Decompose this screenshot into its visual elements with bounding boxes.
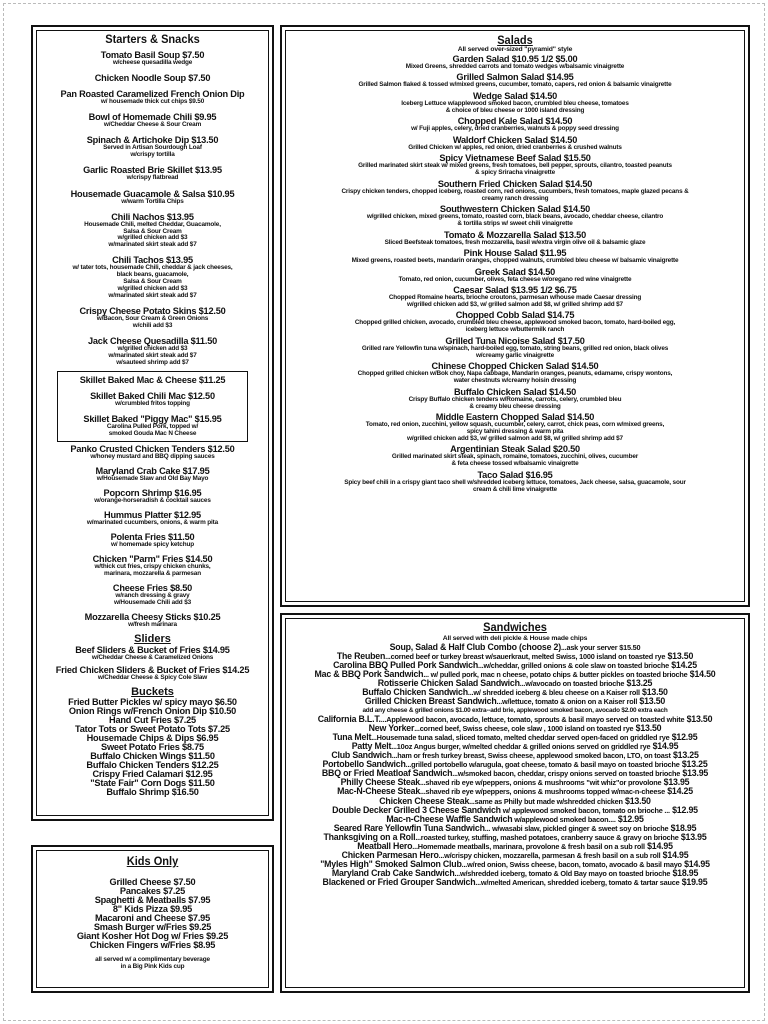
salad-name: Chopped Cobb Salad $14.75: [455, 310, 575, 321]
menu-item-desc: w/crumbled fritos topping: [115, 399, 190, 407]
bucket-item: Sweet Potato Fries $8.75: [101, 741, 204, 752]
sandwich-name: Maryland Crab Cake Sandwich: [331, 868, 455, 879]
menu-item-desc: w/honey mustard and BBQ dipping sauces: [90, 452, 215, 460]
sandwich-desc: ...w/avocado on toasted brioche: [519, 679, 625, 689]
sandwich-desc: ...w/lettuce, tomato & onion on a Kaiser roll: [496, 697, 638, 707]
salad-desc: Grilled Chicken w/ apples, red onion, dried cranberries & crushed walnuts: [408, 143, 622, 151]
sandwich-price: $14.95: [681, 859, 710, 870]
salad-desc: & tortilla strips w/ sweet chili vinaigrette: [457, 220, 573, 228]
sandwich-price: $12.95: [669, 731, 698, 742]
menu-item: [36, 50, 269, 67]
salad-desc: w/grilled chicken add $3, w/ grilled salmon add $8, w/ grilled shrimp add $7: [407, 300, 623, 308]
salad-item: [288, 470, 742, 494]
bucket-item: Buffalo Shrimp $16.50: [106, 786, 199, 797]
menu-item-name: Mozzarella Cheesy Sticks $10.25: [84, 612, 221, 623]
salad-desc: Tomato, red onion, zucchini, yellow squash, cucumber, celery, carrot, chick peas, corn w/mixed greens,: [365, 421, 665, 429]
sandwich-name: Seared Rare Yellowfin Tuna Sandwich: [333, 822, 485, 833]
menu-item-desc: w/Bacon, Sour Cream & Green Onions: [96, 315, 209, 323]
salad-name: Chopped Kale Salad $14.50: [457, 116, 573, 127]
sandwich-row: [286, 715, 744, 724]
menu-item-name: Pan Roasted Caramelized French Onion Dip: [60, 89, 245, 100]
sandwich-price: $13.50: [622, 795, 651, 806]
sandwich-desc: ...w/cheddar, grilled onions & cole slaw on toasted brioche: [478, 661, 669, 671]
menu-item-name: Beef Sliders & Bucket of Fries $14.95: [75, 645, 230, 655]
bucket-item: Housemade Chips & Dips $6.95: [86, 732, 219, 743]
menu-item-name: Hummus Platter $12.95: [104, 509, 201, 520]
menu-item: [36, 554, 269, 578]
starters-list-2: [36, 444, 269, 629]
kids-item: Smash Burger w/Fries $9.25: [93, 922, 212, 932]
sandwich-row: [286, 806, 744, 815]
starters-column: [36, 32, 269, 797]
salad-item: [288, 72, 742, 89]
salad-name: Southern Fried Chicken Salad $14.50: [437, 178, 593, 189]
salad-desc: Mixed Greens, shredded carrots and tomato wedges w/balsamic vinaigrette: [405, 62, 625, 70]
sandwich-price: $14.25: [664, 786, 693, 797]
salad-desc: Sliced Beefsteak tomatoes, fresh mozzarella, basil w/extra virgin olive oil & balsamic glaze: [384, 238, 646, 246]
menu-item-desc: w/Housemade Chili add $3: [113, 599, 191, 606]
sandwich-name: Mac-N-Cheese Steak: [337, 786, 421, 797]
sandwich-name: New Yorker: [368, 722, 415, 733]
salad-item: [288, 230, 742, 247]
kids-title: Kids Only: [126, 854, 179, 868]
kids-item: Grilled Cheese $7.50: [109, 877, 196, 887]
salad-desc: iceberg lettuce w/buttermilk ranch: [465, 326, 565, 334]
salad-item: [288, 179, 742, 203]
menu-item-desc: w/fresh marinara: [128, 621, 177, 629]
menu-item: [36, 583, 269, 607]
sandwich-row: [286, 679, 744, 688]
salad-item: [288, 91, 742, 115]
sandwich-price: $13.95: [661, 777, 690, 788]
menu-item: [36, 306, 269, 330]
sandwich-price: $13.50: [637, 696, 666, 707]
bucket-item: Hand Cut Fries $7.25: [109, 714, 196, 725]
sandwiches-title: Sandwiches: [483, 620, 547, 634]
sandwich-name: The Reuben: [336, 651, 386, 661]
salad-desc: & choice of bleu cheese or 1000 island dressing: [445, 106, 585, 114]
menu-item-name: Crispy Cheese Potato Skins $12.50: [79, 306, 226, 317]
kids-list: [36, 878, 269, 950]
sandwich-row: [286, 697, 744, 706]
salad-name: Chinese Chopped Chicken Salad $14.50: [431, 361, 599, 372]
sandwich-price: $13.50: [684, 713, 713, 724]
salad-name: Spicy Vietnamese Beef Salad $15.50: [439, 153, 591, 164]
menu-item-name: Polenta Fries $11.50: [110, 532, 195, 542]
menu-item: [36, 645, 269, 662]
salad-item: [288, 412, 742, 443]
menu-item: [36, 89, 269, 106]
salad-name: Garden Salad $10.95 1/2 $5.00: [452, 53, 578, 64]
menu-item-desc: w/grilled chicken add $3: [117, 345, 188, 353]
menu-item: [58, 414, 247, 438]
sandwich-price: $18.95: [668, 822, 697, 833]
sandwich-price: $12.95: [669, 804, 698, 815]
sandwich-price: $18.95: [670, 868, 699, 879]
sandwich-price: $12.95: [615, 813, 644, 824]
menu-item-desc: Served in Artisan Sourdough Loaf: [103, 144, 202, 152]
sandwich-row: [286, 787, 744, 796]
salad-desc: Spicy beef chili in a crispy giant taco shell w/shredded iceberg lettuce, tomatoes, Jack cheese, salsa, guacamole, sour: [344, 478, 686, 486]
salad-desc: Grilled Salmon flaked & tossed w/mixed greens, cucumber, tomato, capers, red onion & balsamic vinaigrette: [358, 81, 672, 89]
combo-desc: ...ask your server $15.50: [560, 642, 641, 652]
sandwich-desc: ... w/ pulled pork, mac n cheese, potato chips & butter pickles on toasted brioche: [423, 670, 688, 680]
sandwich-price: $14.25: [668, 660, 697, 671]
menu-item-desc: black beans, guacamole,: [116, 271, 189, 279]
menu-item-desc: Carolina Pulled Pork, topped w/: [106, 422, 199, 430]
sandwich-name: Chicken Cheese Steak: [379, 795, 470, 806]
menu-item-name: Popcorn Shrimp $16.95: [103, 487, 202, 498]
menu-item-name: Skillet Baked Mac & Cheese $11.25: [79, 374, 226, 385]
sandwich-desc: ...w/melted American, shredded iceberg, tomato & tartar sauce: [475, 878, 680, 888]
menu-item-name: Spinach & Artichoke Dip $13.50: [86, 135, 219, 146]
menu-item-desc: w/crispy tortilla: [130, 151, 175, 159]
sandwich-price: $19.95: [679, 877, 708, 888]
salads-title: Salads: [497, 33, 533, 47]
menu-item: [36, 212, 269, 250]
skillet-list: [58, 375, 247, 438]
sandwich-desc: ...Housemade tuna salad, sliced tomato, melted cheddar served open-faced on griddled rye: [371, 732, 670, 742]
salad-item: [288, 248, 742, 265]
menu-item: [58, 375, 247, 385]
sliders-title: Sliders: [134, 633, 171, 645]
salad-desc: spicy tahini dressing & warm pita: [466, 427, 564, 435]
salad-name: Grilled Tuna Nicoise Salad $17.50: [445, 335, 585, 346]
menu-item: [36, 510, 269, 527]
sandwich-name: Double Decker Grilled 3 Cheese Sandwich: [332, 804, 501, 815]
sandwich-desc: ...w/ shredded iceberg & bleu cheese on a Kaiser roll: [467, 688, 640, 698]
salad-item: [288, 285, 742, 309]
bucket-item: Crispy Fried Calamari $12.95: [92, 768, 213, 779]
salad-item: [288, 267, 742, 284]
menu-item-name: Cheese Fries $8.50: [112, 583, 193, 594]
salad-desc: w/ Fuji apples, celery, dried cranberries, walnuts & poppy seed dressing: [411, 125, 619, 133]
salad-desc: Crispy chicken tenders, chopped iceberg, roasted corn, red onions, cucumbers, fresh tomatoes, maple glazed pecans &: [341, 187, 689, 195]
salad-name: Wedge Salad $14.50: [472, 90, 558, 101]
menu-item-desc: w/marinated skirt steak add $7: [108, 292, 197, 300]
sandwich-name: Thanksgiving on a Roll: [323, 831, 416, 842]
starters-section: [31, 25, 274, 821]
menu-item: [36, 112, 269, 129]
menu-item: [36, 665, 269, 682]
sandwich-name: Chicken Parmesan Hero: [341, 850, 439, 861]
salad-desc: & creamy bleu cheese dressing: [469, 402, 561, 410]
salad-name: Tomato & Mozzarella Salad $13.50: [443, 229, 586, 240]
menu-item-desc: w/ranch dressing & gravy: [115, 592, 190, 600]
menu-item-name: Chili Tachos $13.95: [112, 255, 193, 266]
menu-item: [36, 488, 269, 505]
salads-intro: All served over-sized "pyramid" style: [457, 46, 573, 53]
menu-item-desc: w/Housemade Slaw and Old Bay Mayo: [96, 474, 209, 482]
menu-item-name: Chicken "Parm" Fries $14.50: [92, 554, 213, 565]
sandwich-desc: w/ applewood smoked bacon, tomato on brioche ...: [500, 805, 670, 815]
kids-section: [31, 845, 274, 993]
salad-desc: Crispy Buffalo chicken tenders w/Romaine, carrots, celery, crumbled bleu: [408, 395, 622, 403]
kids-item: Chicken Fingers w/Fries $8.95: [89, 940, 216, 950]
sandwich-desc: ...10oz Angus burger, w/melted cheddar & grilled onions served on griddled rye: [391, 741, 651, 751]
menu-item-desc: w/ housemade thick cut chips $9.50: [100, 98, 205, 106]
sandwich-desc: ...shaved rib eye w/peppers, onions & mushrooms "wit whiz"or provolone: [419, 778, 662, 788]
sliders-list: [36, 645, 269, 682]
kids-item: 8" Kids Pizza $9.95: [112, 904, 193, 914]
kids-item: Pancakes $7.25: [119, 886, 186, 896]
salad-desc: w/creamy garlic vinaigrette: [475, 351, 554, 359]
menu-item-desc: w/ homemade spicy ketchup: [111, 541, 194, 548]
salad-name: Waldorf Chicken Salad $14.50: [452, 134, 578, 145]
combo-name: Soup, Salad & Half Club Combo (choose 2): [389, 641, 561, 652]
sandwich-desc: ...w/shredded iceberg, tomato & Old Bay mayo on toasted brioche: [454, 869, 671, 879]
salads-section: [280, 25, 750, 607]
menu-item: [36, 189, 269, 206]
starters-title: Starters & Snacks: [105, 32, 200, 46]
sandwich-name: Patty Melt: [351, 740, 392, 751]
kids-item: Giant Kosher Hot Dog w/ Fries $9.25: [76, 931, 229, 941]
menu-item-name: Tomato Basil Soup $7.50: [100, 50, 205, 60]
sandwich-name: California B.L.T.: [317, 713, 381, 724]
menu-item: [58, 391, 247, 408]
skillet-box: [57, 371, 248, 442]
sandwich-desc: ...roasted turkey, stuffing, mashed potatoes, cranberry sauce & gravy on brioche: [415, 832, 679, 842]
buckets-list: [36, 698, 269, 797]
sandwich-name: Buffalo Chicken Sandwich: [362, 687, 468, 698]
sandwich-price: $14.95: [660, 850, 689, 861]
salad-desc: Chopped Romaine hearts, brioche croutons, parmesan w/house made Caesar dressing: [388, 294, 642, 302]
menu-item-desc: w/marinated skirt steak add $7: [108, 352, 197, 360]
salad-desc: Chopped grilled chicken, avocado, crumbled bleu cheese, applewood smoked bacon, tomato, hard-boiled egg,: [354, 319, 676, 327]
salad-desc: & feta cheese tossed w/balsamic vinaigrette: [451, 460, 579, 468]
sandwich-price: $13.25: [670, 750, 699, 761]
salad-desc: Grilled marinated skirt steak w/ mixed greens, fresh tomatoes, bell pepper, sprouts, cilantro, toasted peanuts: [358, 162, 672, 170]
sandwich-name: Club Sandwich: [331, 750, 392, 761]
bucket-item: "State Fair" Corn Dogs $11.50: [90, 777, 215, 788]
sandwich-desc: w/applewood smoked bacon....: [512, 814, 616, 824]
menu-item-name: Jack Cheese Quesadilla $11.50: [87, 336, 218, 347]
menu-item: [36, 255, 269, 300]
salad-desc: Grilled rare Yellowfin tuna w/spinach, hard-boiled egg, tomato, string beans, grilled red onion, black olives: [361, 344, 669, 352]
sandwich-price: $14.95: [650, 740, 679, 751]
salad-name: Pink House Salad $11.95: [463, 248, 567, 259]
sandwich-name: Blackened or Fried Grouper Sandwich: [322, 877, 476, 888]
sandwich-desc: ...same as Philly but made w/shredded chicken: [469, 796, 623, 806]
menu-item-desc: marinara, mozzarella & parmesan: [104, 570, 201, 577]
menu-item-desc: Housemade Chili, melted Cheddar, Guacamole,: [84, 220, 221, 228]
bucket-item: Fried Butter Pickles w/ spicy mayo $6.50: [68, 696, 237, 707]
menu-item-name: Fried Chicken Sliders & Bucket of Fries $14.25: [55, 664, 250, 675]
menu-item-name: Chili Nachos $13.95: [111, 211, 194, 222]
kids-note-line: all served w/ a complimentary beverage: [95, 956, 210, 963]
menu-item-desc: smoked Gouda Mac N Cheese: [108, 429, 197, 437]
menu-item-name: Bowl of Homemade Chili $9.95: [88, 112, 217, 123]
sandwich-desc: ...w/smoked bacon, cheddar, crispy onions served on toasted brioche: [452, 769, 681, 779]
salad-desc: cream & chili lime vinaigrette: [473, 485, 557, 493]
salad-name: Greek Salad $14.50: [474, 266, 556, 277]
bucket-item: Onion Rings w/French Onion Dip $10.50: [68, 705, 237, 716]
sandwich-desc: ...ham or fresh turkey breast, Swiss cheese, applewood smoked bacon, LTO, on toast: [391, 751, 671, 761]
kids-column: [36, 854, 269, 971]
menu-item-desc: w/Cheddar Cheese & Caramelized Onions: [91, 654, 214, 661]
sandwich-desc: add any cheese & grilled onions $1.00 extra--add brie, applewood smoked bacon, avocado $2.00 extra each: [362, 706, 668, 714]
menu-item: [36, 532, 269, 549]
sandwich-name: Tuna Melt: [332, 731, 372, 742]
menu-item-desc: Salsa & Sour Cream: [123, 227, 182, 235]
salad-desc: Mixed greens, roasted beets, mandarin oranges, chopped walnuts, crumbled bleu cheese w/ balsamic vinaigrette: [351, 257, 679, 265]
salad-name: Middle Eastern Chopped Salad $14.50: [435, 412, 595, 423]
menu-item-name: Skillet Baked "Piggy Mac" $15.95: [83, 413, 222, 424]
sandwich-name: Philly Cheese Steak: [340, 777, 420, 788]
sandwich-name: Carolina BBQ Pulled Pork Sandwich: [333, 660, 479, 671]
menu-item: [36, 444, 269, 461]
salad-item: [288, 135, 742, 152]
salad-item: [288, 54, 742, 71]
salad-desc: & spicy Sriracha vinaigrette: [475, 169, 555, 177]
sandwich-price: $13.50: [665, 651, 694, 661]
salad-item: [288, 387, 742, 411]
bucket-item: Buffalo Chicken Wings $11.50: [90, 750, 215, 761]
starters-list: [36, 50, 269, 367]
buckets-title: Buckets: [131, 685, 174, 698]
sandwich-desc: ...Applewood bacon, avocado, lettuce, tomato, sprouts & basil mayo served on toasted white: [380, 714, 685, 724]
sandwich-desc: ...shaved rib eye w/peppers, onions & mushrooms topped w/mac-n-cheese: [420, 787, 665, 797]
menu-item: [36, 135, 269, 159]
sandwich-name: Meatball Hero: [357, 840, 413, 851]
sandwich-price: $13.95: [678, 831, 707, 842]
salad-name: Argentinian Steak Salad $20.50: [450, 444, 580, 455]
bucket-item: Tator Tots or Sweet Potato Tots $7.25: [75, 723, 230, 734]
sandwiches-intro: All served with deli pickle & House made chips: [442, 635, 588, 642]
sandwich-list: [286, 652, 744, 887]
kids-item: Macaroni and Cheese $7.95: [94, 913, 210, 923]
sandwich-name: Grilled Chicken Breast Sandwich: [364, 696, 497, 707]
kids-item: Spaghetti & Meatballs $7.95: [94, 895, 211, 905]
salad-name: Caesar Salad $13.95 1/2 $6.75: [453, 285, 577, 296]
sandwich-price: $13.50: [639, 687, 668, 698]
menu-item-desc: w/grilled chicken add $3: [117, 234, 188, 242]
menu-item: [36, 73, 269, 83]
menu-item-name: Skillet Baked Chili Mac $12.50: [90, 390, 215, 401]
sandwich-price: $13.50: [633, 722, 662, 733]
sandwich-desc: ...w/red onion, Swiss cheese, bacon, tomato, avocado & basil mayo: [461, 860, 682, 870]
sandwich-desc: ...grilled portobello w/arugula, goat cheese, tomato & basil mayo on toasted brioche: [405, 760, 680, 770]
salad-desc: creamy ranch dressing: [481, 194, 549, 202]
sandwich-row: [286, 833, 744, 842]
sandwich-row: [286, 878, 744, 887]
salad-name: Southwestern Chicken Salad $14.50: [439, 204, 591, 215]
sandwich-name: Portobello Sandwich: [322, 759, 406, 770]
sandwich-price: $13.25: [679, 759, 708, 770]
sandwiches-section: [280, 613, 750, 993]
salads-column: [288, 33, 742, 494]
salad-desc: w/grilled chicken, mixed greens, tomato, roasted corn, black beans, avocado, cheddar cheese, cilantro: [366, 213, 664, 221]
salad-name: Taco Salad $16.95: [477, 469, 553, 480]
menu-item-desc: w/marinated cucumbers, onions, & warm pita: [86, 518, 219, 526]
salad-item: [288, 444, 742, 468]
menu-item-desc: w/chili add $3: [132, 322, 173, 330]
sandwich-price: $14.95: [644, 840, 673, 851]
menu-item-name: Panko Crusted Chicken Tenders $12.50: [70, 443, 235, 454]
sandwich-price: $13.95: [680, 768, 709, 779]
menu-item: [36, 165, 269, 182]
menu-item: [36, 466, 269, 483]
salad-desc: w/grilled chicken add $3, w/ grilled salmon add $8, w/ grilled shrimp add $7: [407, 434, 623, 442]
sandwiches-column: [286, 620, 744, 887]
sandwich-desc: ... w/wasabi slaw, pickled ginger & sweet soy on brioche: [484, 823, 669, 833]
kids-note-line: in a Big Pink Kids cup: [120, 962, 185, 970]
menu-item-desc: w/sauteed shrimp add $7: [116, 359, 189, 366]
sandwich-name: BBQ or Fried Meatloaf Sandwich: [321, 768, 453, 779]
salad-item: [288, 310, 742, 334]
menu-item-name: Maryland Crab Cake $17.95: [95, 465, 210, 476]
menu-item-desc: w/Cheddar Cheese & Sour Cream: [103, 121, 202, 129]
salad-desc: Iceberg Lettuce w/applewood smoked bacon, crumbled bleu cheese, tomatoes: [401, 99, 629, 107]
menu-item: [36, 336, 269, 367]
bucket-item: Buffalo Chicken Tenders $12.25: [86, 759, 219, 770]
menu-item-name: Chicken Noodle Soup $7.50: [94, 73, 211, 84]
menu-item-desc: w/crispy flatbread: [126, 174, 179, 182]
salad-desc: water chestnuts w/creamy hoisin dressing: [453, 377, 577, 385]
menu-item-desc: w/grilled chicken add $3: [117, 285, 188, 293]
menu-item-desc: w/cheese quesadilla wedge: [112, 59, 193, 66]
salads-list: [288, 54, 742, 494]
menu-item-desc: w/thick cut fries, crispy chicken chunks,: [94, 563, 211, 571]
sandwich-price: $14.50: [687, 669, 716, 680]
sandwich-desc: ...w/crispy chicken, mozzarella, parmesan & fresh basil on a sub roll: [438, 851, 661, 861]
sandwich-name: Mac & BBQ Pork Sandwich: [314, 669, 424, 680]
menu-item-desc: w/orange-horseradish & cocktail sauces: [94, 496, 211, 504]
salad-item: [288, 153, 742, 177]
salad-name: Grilled Salmon Salad $14.95: [456, 72, 574, 83]
menu-item-desc: w/marinated skirt steak add $7: [108, 241, 197, 249]
menu-item-desc: w/Cheddar Cheese & Spicy Cole Slaw: [97, 673, 208, 681]
salad-item: [288, 204, 742, 228]
sandwich-name: Mac-n-Cheese Waffle Sandwich: [386, 813, 513, 824]
salad-item: [288, 336, 742, 360]
salad-item: [288, 361, 742, 385]
sandwich-desc: ...corned beef or turkey breast w/sauerkraut, melted Swiss, 1000 island on toasted rye: [385, 652, 666, 661]
menu-item-name: Garlic Roasted Brie Skillet $13.95: [83, 165, 222, 176]
salad-item: [288, 116, 742, 133]
salad-desc: Tomato, red onion, cucumber, olives, feta cheese w/oregano red wine vinaigrette: [398, 275, 632, 283]
sandwich-desc: ...corned beef, Swiss cheese, cole slaw , 1000 island on toasted rye: [414, 723, 634, 733]
sandwich-name: "Myles High" Smoked Salmon Club: [320, 859, 462, 870]
menu-item-desc: Salsa & Sour Cream: [123, 278, 182, 286]
salad-desc: Chopped grilled chicken w/Bok choy, Napa cabbage, Mandarin oranges, peanuts, edamame, crispy wontons,: [357, 370, 673, 378]
menu-item-desc: w/ tater tots, housemade Chili, cheddar & jack cheeses,: [72, 264, 233, 272]
menu-item-name: Housemade Guacamole & Salsa $10.95: [70, 188, 235, 199]
kids-note: [36, 957, 269, 971]
sandwich-price: $13.25: [624, 678, 653, 689]
salad-name: Buffalo Chicken Salad $14.50: [453, 386, 577, 397]
menu-item: [36, 612, 269, 629]
sandwich-desc: ...Homemade meatballs, marinara, provolone & fresh basil on a sub roll: [412, 841, 645, 851]
sandwich-name: Rotisserie Chicken Salad Sandwich: [377, 678, 520, 689]
salad-desc: Grilled marinated skirt steak, spinach, romaine, tomatoes, zucchini, olives, cucumber: [391, 453, 639, 461]
menu-item-desc: w/warm Tortilla Chips: [121, 197, 184, 205]
